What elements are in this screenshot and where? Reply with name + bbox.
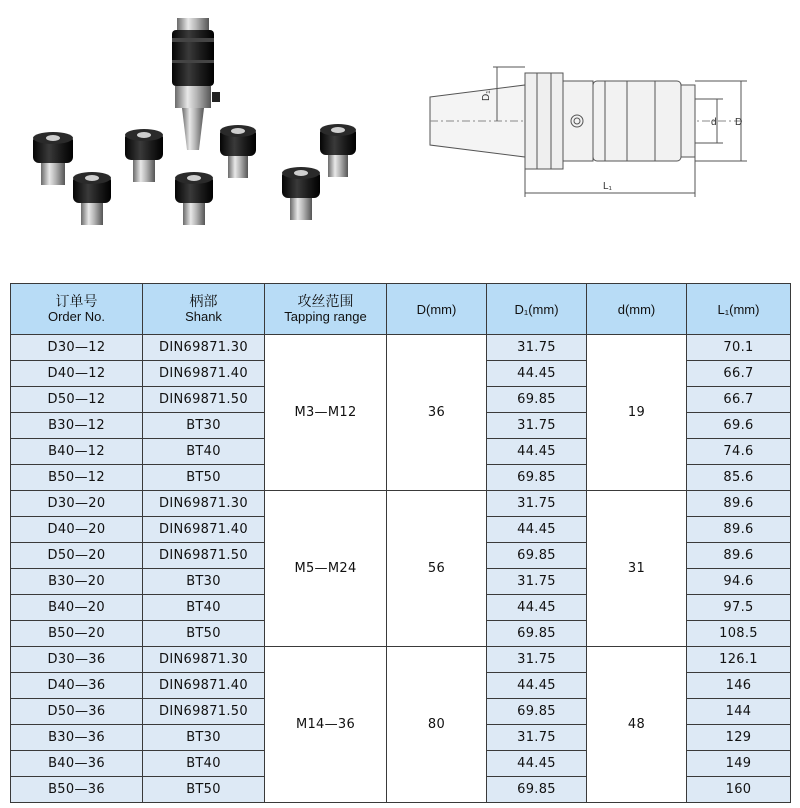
cell-d-small: 48 xyxy=(587,647,687,803)
cell-l1: 129 xyxy=(687,725,791,751)
cell-order-no: D40—12 xyxy=(11,361,143,387)
cell-l1: 69.6 xyxy=(687,413,791,439)
cell-d1: 69.85 xyxy=(487,699,587,725)
cell-l1: 144 xyxy=(687,699,791,725)
header-l1: L₁(mm) xyxy=(687,284,791,335)
cell-d1: 31.75 xyxy=(487,569,587,595)
cell-l1: 89.6 xyxy=(687,517,791,543)
cell-d1: 69.85 xyxy=(487,543,587,569)
header-d-small: d(mm) xyxy=(587,284,687,335)
cell-d1: 69.85 xyxy=(487,777,587,803)
cell-l1: 74.6 xyxy=(687,439,791,465)
header-shank: 柄部 Shank xyxy=(143,284,265,335)
cell-d1: 31.75 xyxy=(487,413,587,439)
cell-l1: 85.6 xyxy=(687,465,791,491)
cell-d-small: 19 xyxy=(587,335,687,491)
cell-d1: 31.75 xyxy=(487,491,587,517)
cell-d1: 44.45 xyxy=(487,751,587,777)
cell-tapping-range: M3—M12 xyxy=(265,335,387,491)
cell-d1: 31.75 xyxy=(487,647,587,673)
cell-d1: 44.45 xyxy=(487,439,587,465)
dim-label-d: d xyxy=(711,117,717,128)
cell-order-no: D50—36 xyxy=(11,699,143,725)
cell-order-no: D50—20 xyxy=(11,543,143,569)
cell-d1: 44.45 xyxy=(487,361,587,387)
cell-shank: DIN69871.30 xyxy=(143,647,265,673)
cell-l1: 66.7 xyxy=(687,387,791,413)
dim-label-l1: L₁ xyxy=(603,181,612,192)
dim-label-D: D xyxy=(735,117,743,128)
cell-l1: 160 xyxy=(687,777,791,803)
cell-shank: BT50 xyxy=(143,465,265,491)
cell-l1: 89.6 xyxy=(687,491,791,517)
cell-shank: DIN69871.30 xyxy=(143,335,265,361)
spec-table-body xyxy=(11,335,791,803)
cell-shank: BT40 xyxy=(143,751,265,777)
cell-d1: 31.75 xyxy=(487,335,587,361)
cell-d-small: 31 xyxy=(587,491,687,647)
cell-order-no: D40—20 xyxy=(11,517,143,543)
header-d-big: D(mm) xyxy=(387,284,487,335)
cell-order-no: B50—20 xyxy=(11,621,143,647)
cell-order-no: B50—36 xyxy=(11,777,143,803)
cell-d-big: 56 xyxy=(387,491,487,647)
cell-l1: 70.1 xyxy=(687,335,791,361)
cell-order-no: B30—20 xyxy=(11,569,143,595)
cell-shank: DIN69871.40 xyxy=(143,361,265,387)
cell-order-no: D40—36 xyxy=(11,673,143,699)
cell-shank: DIN69871.50 xyxy=(143,387,265,413)
dim-label-d1: D₁ xyxy=(481,90,492,101)
cell-order-no: B40—20 xyxy=(11,595,143,621)
product-photo xyxy=(0,0,380,250)
cell-shank: BT30 xyxy=(143,569,265,595)
cell-order-no: D30—36 xyxy=(11,647,143,673)
cell-shank: BT30 xyxy=(143,413,265,439)
cell-order-no: D30—12 xyxy=(11,335,143,361)
tapping-chuck-holder xyxy=(172,18,220,150)
cell-l1: 146 xyxy=(687,673,791,699)
cell-d1: 44.45 xyxy=(487,517,587,543)
cell-l1: 94.6 xyxy=(687,569,791,595)
header-order-no: 订单号 Order No. xyxy=(11,284,143,335)
cell-l1: 149 xyxy=(687,751,791,777)
cell-shank: DIN69871.50 xyxy=(143,699,265,725)
cell-tapping-range: M5—M24 xyxy=(265,491,387,647)
cell-order-no: B30—36 xyxy=(11,725,143,751)
cell-shank: DIN69871.30 xyxy=(143,491,265,517)
cell-order-no: B30—12 xyxy=(11,413,143,439)
cell-l1: 126.1 xyxy=(687,647,791,673)
cell-d1: 44.45 xyxy=(487,673,587,699)
cell-order-no: D30—20 xyxy=(11,491,143,517)
cell-l1: 66.7 xyxy=(687,361,791,387)
cell-order-no: B40—12 xyxy=(11,439,143,465)
cell-shank: BT30 xyxy=(143,725,265,751)
cell-d1: 44.45 xyxy=(487,595,587,621)
cell-shank: DIN69871.40 xyxy=(143,517,265,543)
table-row xyxy=(11,335,791,361)
cell-shank: BT50 xyxy=(143,621,265,647)
cell-d-big: 36 xyxy=(387,335,487,491)
table-row xyxy=(11,491,791,517)
cell-shank: BT40 xyxy=(143,439,265,465)
cell-order-no: B40—36 xyxy=(11,751,143,777)
cell-d1: 69.85 xyxy=(487,387,587,413)
cell-shank: DIN69871.50 xyxy=(143,543,265,569)
cell-tapping-range: M14—36 xyxy=(265,647,387,803)
cell-d1: 31.75 xyxy=(487,725,587,751)
table-row xyxy=(11,647,791,673)
spec-table xyxy=(10,283,791,803)
cell-d1: 69.85 xyxy=(487,465,587,491)
cell-shank: BT50 xyxy=(143,777,265,803)
cell-d-big: 80 xyxy=(387,647,487,803)
cell-l1: 97.5 xyxy=(687,595,791,621)
cell-d1: 69.85 xyxy=(487,621,587,647)
technical-drawing xyxy=(405,55,785,215)
cell-l1: 89.6 xyxy=(687,543,791,569)
cell-l1: 108.5 xyxy=(687,621,791,647)
header-tapping-range: 攻丝范围 Tapping range xyxy=(265,284,387,335)
table-header-row xyxy=(11,284,791,335)
header-d1: D₁(mm) xyxy=(487,284,587,335)
cell-order-no: B50—12 xyxy=(11,465,143,491)
cell-shank: BT40 xyxy=(143,595,265,621)
cell-order-no: D50—12 xyxy=(11,387,143,413)
cell-shank: DIN69871.40 xyxy=(143,673,265,699)
